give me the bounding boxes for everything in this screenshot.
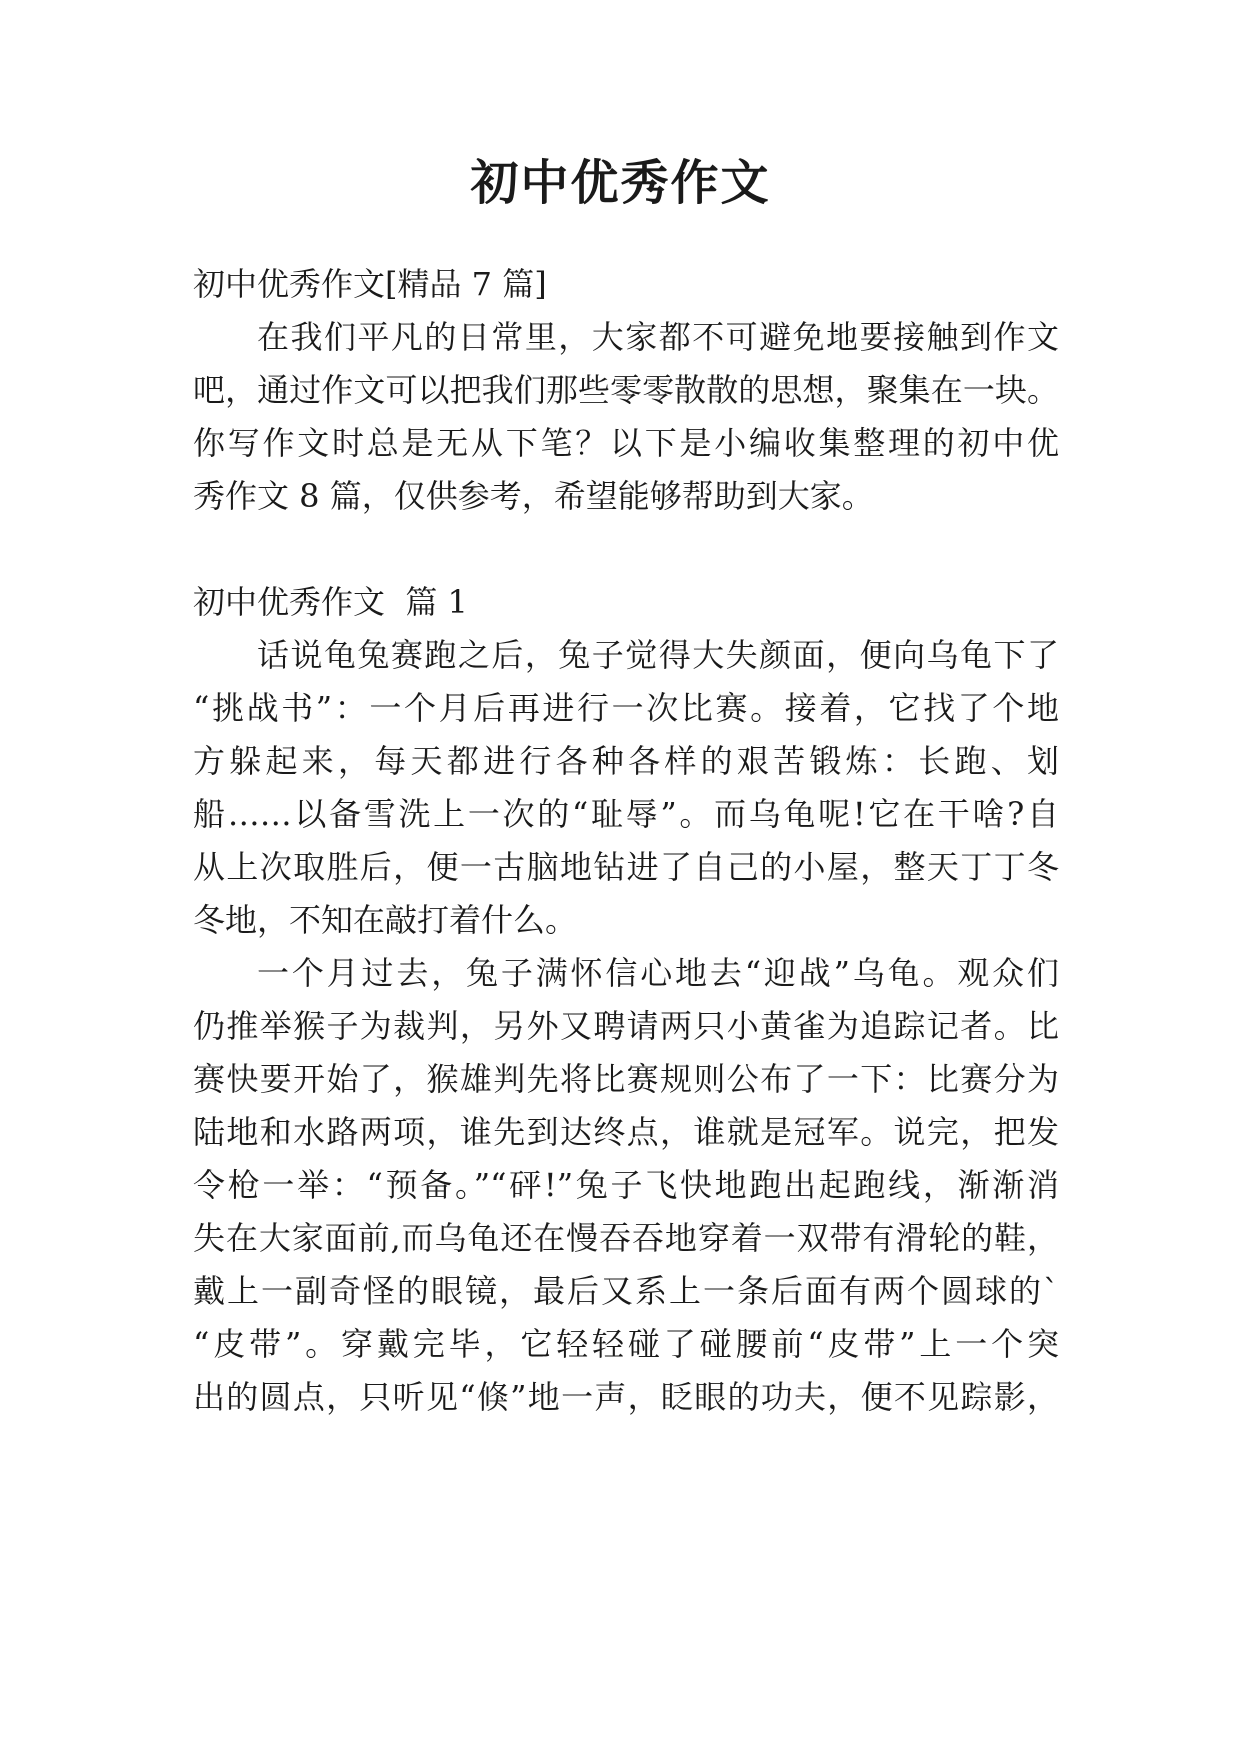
- intro-line: 吧，通过作文可以把我们那些零零散散的思想，聚集在一块。: [193, 371, 1059, 409]
- paragraph-line: “皮带”。穿戴完毕，它轻轻碰了碰腰前“皮带”上一个突: [193, 1325, 1059, 1363]
- paragraph-line: 一个月过去，兔子满怀信心地去“迎战”乌龟。观众们: [257, 954, 1059, 992]
- document-title: 初中优秀作文: [470, 155, 771, 211]
- paragraph-line: 令枪一举：“预备。”“砰!”兔子飞快地跑出起跑线，渐渐消: [193, 1166, 1059, 1204]
- paragraph-line: 失在大家面前,而乌龟还在慢吞吞地穿着一双带有滑轮的鞋，: [193, 1219, 1059, 1257]
- paragraph-line: 方躲起来，每天都进行各种各样的艰苦锻炼：长跑、划: [193, 742, 1059, 780]
- paragraph-line: 赛快要开始了，猴雄判先将比赛规则公布了一下：比赛分为: [193, 1060, 1059, 1098]
- document-body: [193, 258, 1059, 1424]
- paragraph-line: 冬地，不知在敲打着什么。: [193, 901, 578, 939]
- paragraph-line: 戴上一副奇怪的眼镜，最后又系上一条后面有两个圆球的`: [193, 1272, 1059, 1310]
- intro-line: 在我们平凡的日常里，大家都不可避免地要接触到作文: [257, 318, 1059, 356]
- section-heading: 初中优秀作文 篇 1: [193, 583, 468, 621]
- intro-line: 你写作文时总是无从下笔？以下是小编收集整理的初中优: [193, 424, 1059, 462]
- paragraph-line: 话说龟兔赛跑之后，兔子觉得大失颜面，便向乌龟下了: [257, 636, 1059, 674]
- story-paragraph-1: [193, 629, 1059, 947]
- document-subtitle: 初中优秀作文[精品 7 篇]: [193, 265, 547, 303]
- paragraph-line: 出的圆点，只听见“倏”地一声，眨眼的功夫，便不见踪影，: [193, 1378, 1059, 1416]
- paragraph-line: 陆地和水路两项，谁先到达终点，谁就是冠军。说完，把发: [193, 1113, 1059, 1151]
- paragraph-line: “挑战书”：一个月后再进行一次比赛。接着，它找了个地: [193, 689, 1059, 727]
- paragraph-line: 船……以备雪洗上一次的“耻辱”。而乌龟呢!它在干啥?自: [193, 795, 1059, 833]
- intro-paragraph: [193, 311, 1059, 523]
- paragraph-line: 从上次取胜后，便一古脑地钻进了自己的小屋，整天丁丁冬: [193, 848, 1059, 886]
- spacer: [193, 523, 1059, 576]
- story-paragraph-2: [193, 947, 1059, 1424]
- paragraph-line: 仍推举猴子为裁判，另外又聘请两只小黄雀为追踪记者。比: [193, 1007, 1059, 1045]
- intro-line: 秀作文 8 篇，仅供参考，希望能够帮助到大家。: [193, 477, 874, 515]
